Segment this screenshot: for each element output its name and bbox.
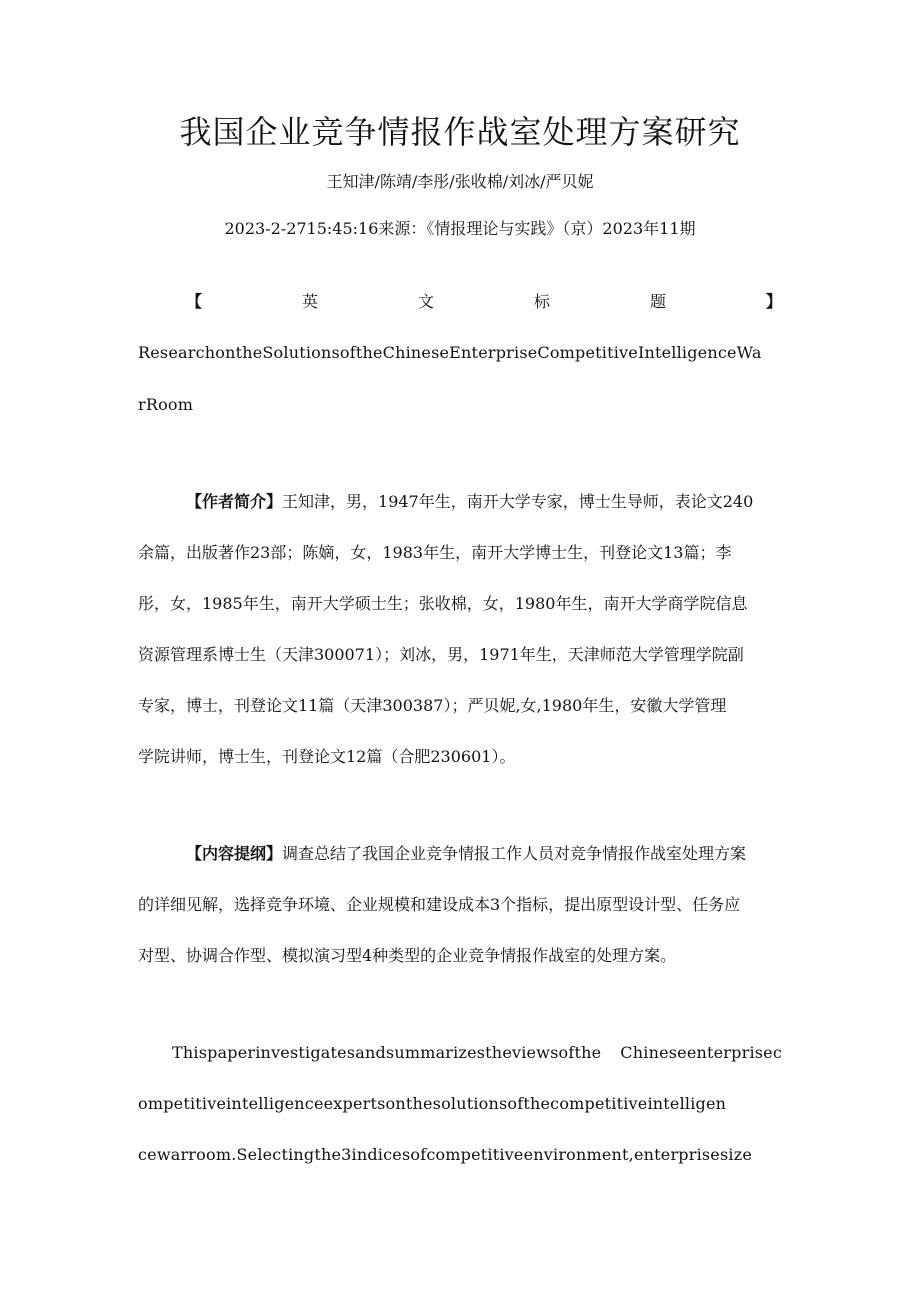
abstract-line: 对型、协调合作型、模拟演习型4种类型的企业竞争情报作战室的处理方案。: [138, 946, 677, 965]
publication-meta: 2023-2-2715:45:16来源：《情报理论与实践》（京）2023年11期: [224, 219, 696, 238]
heading-char: 文: [417, 292, 434, 311]
english-title-line: rRoom: [138, 395, 194, 414]
author-intro-line: 资源管理系博士生（天津300071）；刘冰，男，1971年生，天津师范大学管理学院副: [138, 645, 744, 664]
author-intro-line: 专家，博士，刊登论文11篇（天津300387）；严贝妮,女,1980年生，安徽大学管理: [138, 696, 727, 715]
author-intro-line: 余篇，出版著作23部；陈嫡，女，1983年生，南开大学博士生，刊登论文13篇；李: [138, 543, 732, 562]
english-title-line: ResearchontheSolutionsoftheChineseEnterpriseCompetitiveIntelligenceWa: [138, 343, 762, 362]
heading-char: 英: [301, 292, 318, 311]
abstract-label: 【内容提纲】: [186, 844, 283, 863]
heading-char: 题: [649, 292, 666, 311]
author-intro-line: 彤，女，1985年生，南开大学硕士生；张收棉，女，1980年生，南开大学商学院信息: [138, 594, 748, 613]
author-intro-label: 【作者简介】: [186, 492, 283, 511]
english-abstract-line: Thispaperinvestigatesandsummarizestheviewsofthe Chineseenterprisec: [172, 1043, 782, 1062]
author-list: 王知津/陈靖/李彤/张收棉/刘冰/严贝妮: [326, 172, 594, 191]
abstract-line: 的详细见解，选择竞争环境、企业规模和建设成本3个指标，提出原型设计型、任务应: [138, 895, 741, 914]
article-title: 我国企业竞争情报作战室处理方案研究: [179, 113, 741, 151]
english-title-heading: [186, 290, 782, 314]
heading-bracket-open: 【: [186, 292, 203, 311]
english-abstract-line: cewarroom.Selectingthe3indicesofcompetitiveenvironment,enterprisesize: [138, 1145, 753, 1164]
abstract-line: [186, 842, 782, 866]
english-abstract-line: ompetitiveintelligenceexpertsonthesolutionsofthecompetitiveintelligen: [138, 1094, 727, 1113]
author-intro-line: 学院讲师，博士生，刊登论文12篇（合肥230601）。: [138, 747, 516, 766]
author-intro-line: [186, 490, 782, 514]
abstract-text: 调查总结了我国企业竞争情报工作人员对竞争情报作战室处理方案: [282, 844, 747, 863]
author-intro-text: 王知津，男，1947年生，南开大学专家，博士生导师，表论文240: [282, 492, 754, 511]
heading-bracket-close: 】: [765, 292, 782, 311]
heading-char: 标: [533, 292, 550, 311]
